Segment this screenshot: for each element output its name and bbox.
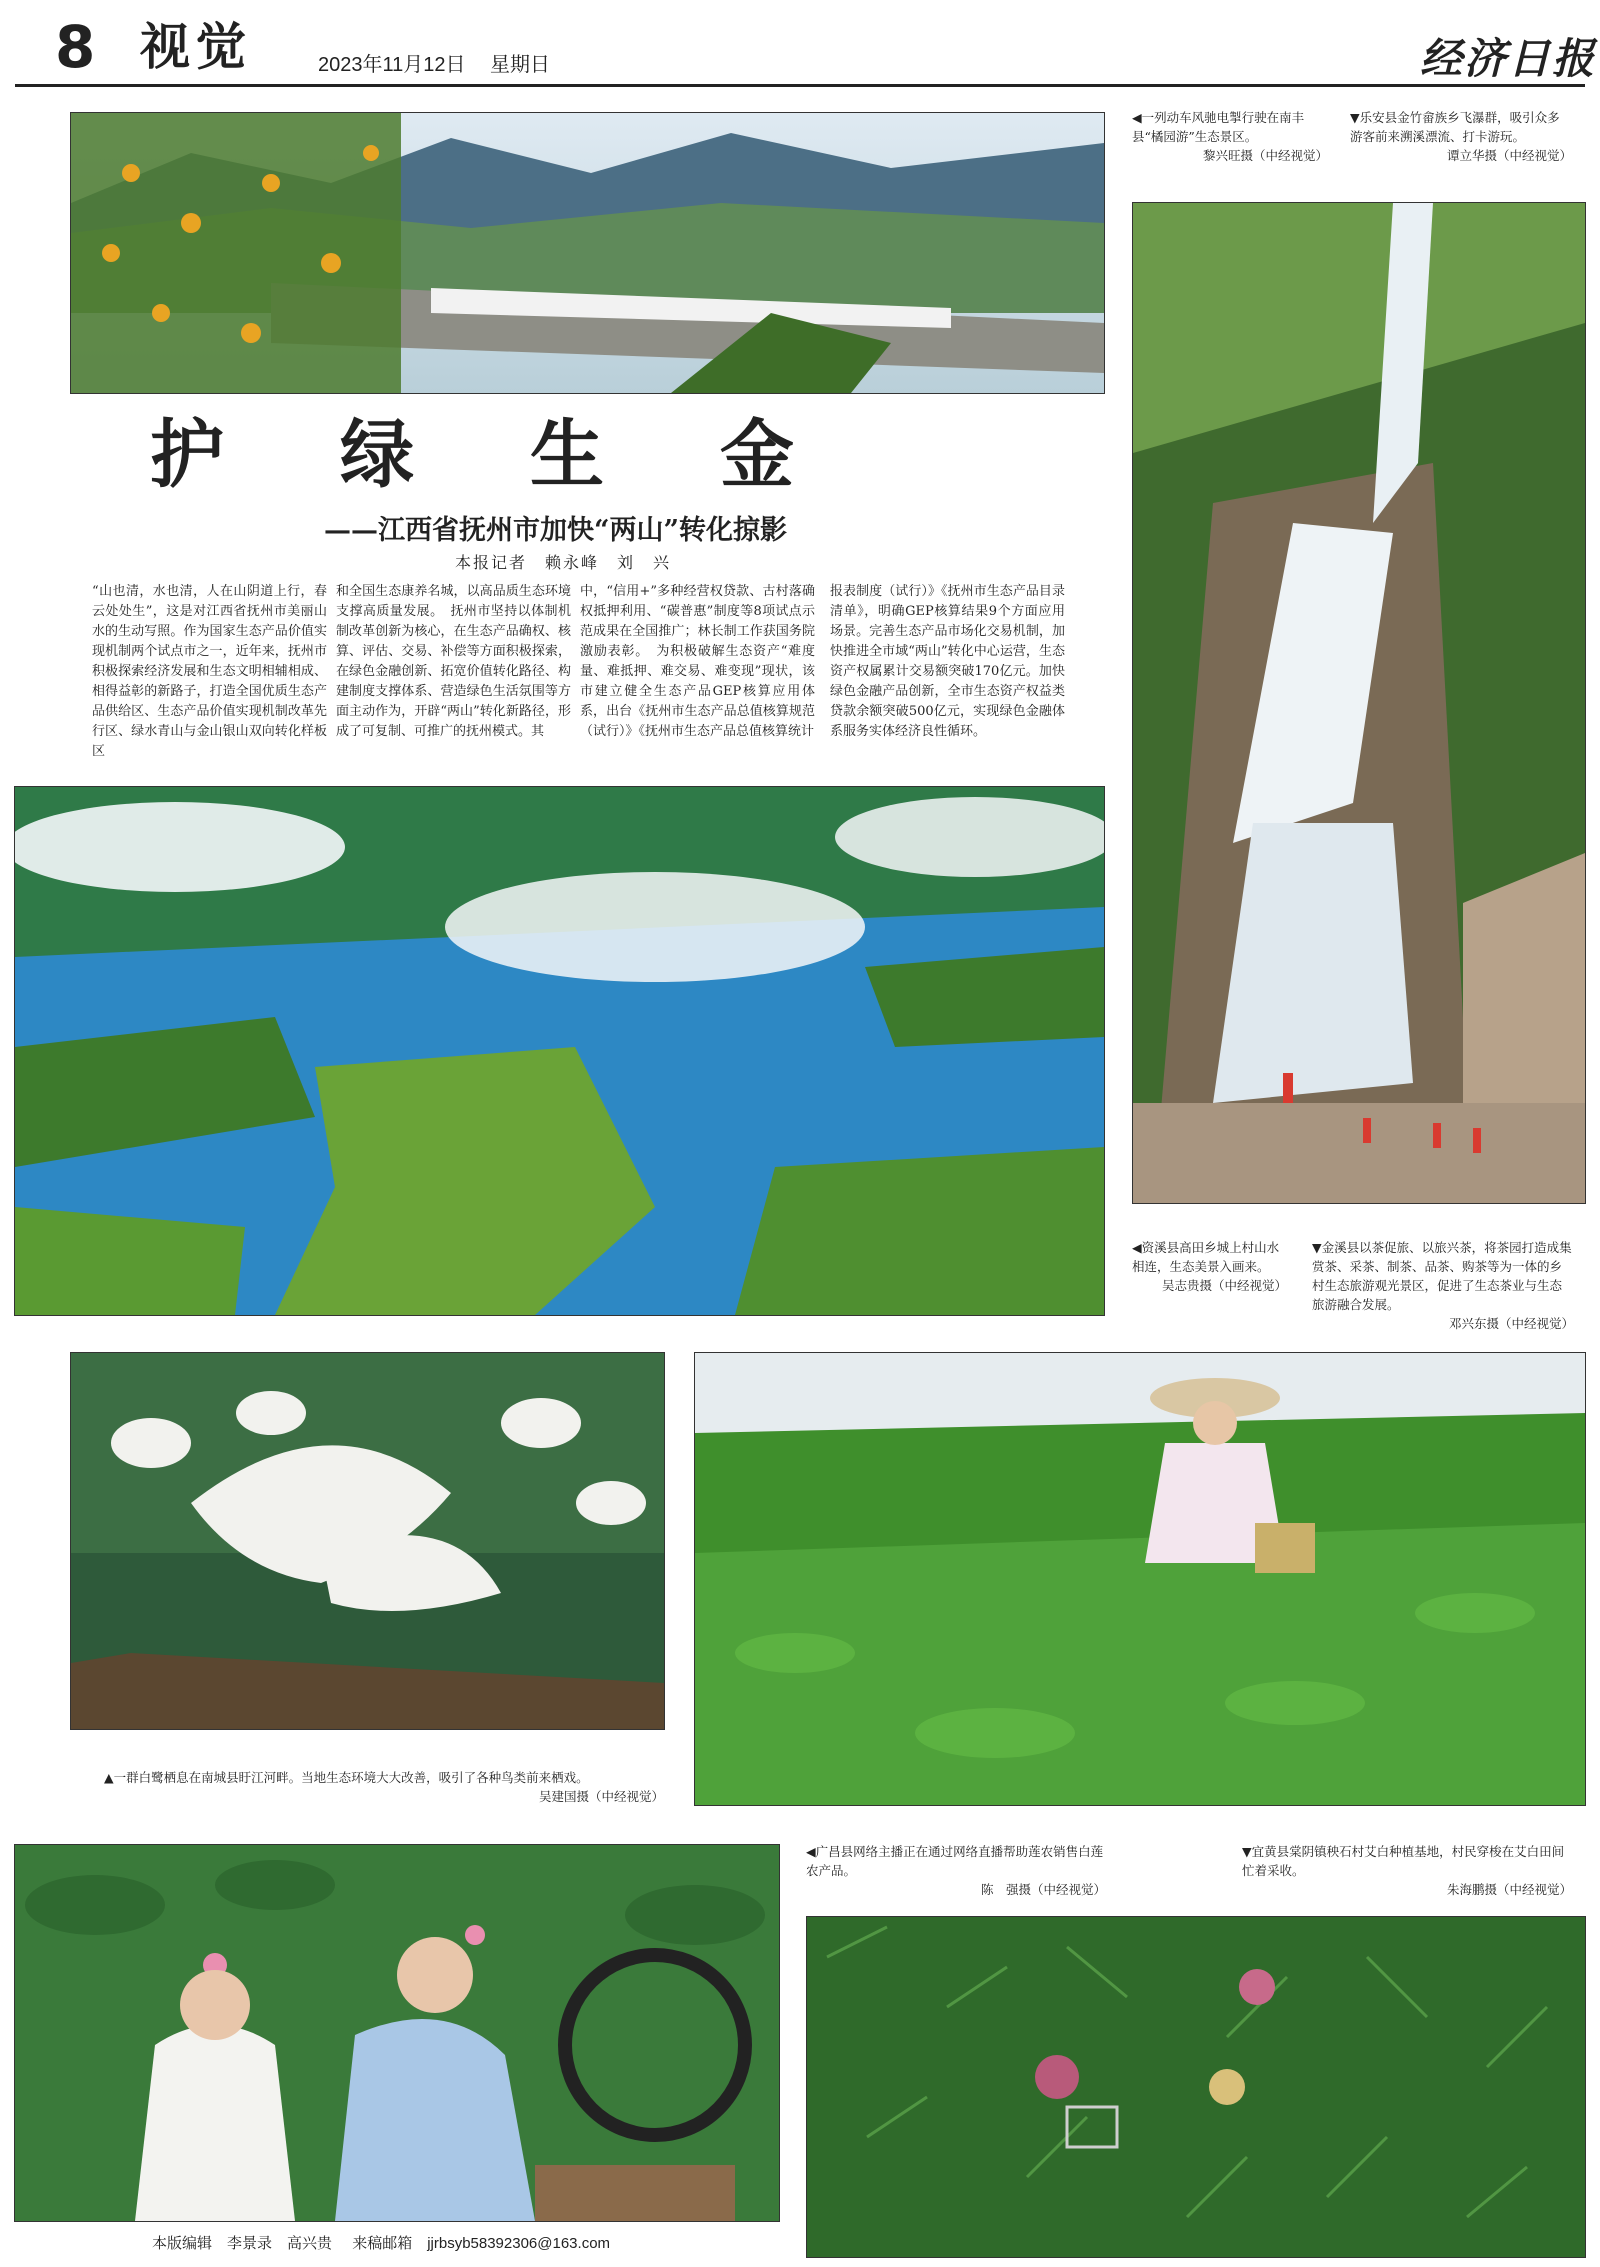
- caption-text: ◀一列动车风驰电掣行驶在南丰县“橘园游”生态景区。: [1132, 110, 1305, 144]
- caption-credit: 朱海鹏摄（中经视觉）: [1446, 1882, 1572, 1897]
- article-title: 护绿生金: [150, 412, 910, 498]
- newspaper-masthead: 经济日报: [1420, 34, 1597, 83]
- photo-tea-garden: [694, 1352, 1586, 1806]
- caption-credit: 谭立华摄（中经视觉）: [1446, 148, 1572, 163]
- caption-text: ▲一群白鹭栖息在南城县盱江河畔。当地生态环境大大改善，吸引了各种鸟类前来栖戏。: [104, 1770, 589, 1785]
- caption-text: ◀资溪县高田乡城上村山水相连，生态美景入画来。: [1132, 1240, 1280, 1274]
- article-column-3: 中，“信用+”多种经营权贷款、古村落确权抵押利用、“碳普惠”制度等8项试点示范成果在全国推广；林长制工作获国务院激励表彰。 为积极破解生态资产“难度量、难抵押、难交易、难变现”现状，该市建立健全生态产品GEP核算应用体系，出台《抚州市生态产品总值核算规范（试行）》《抚州市生态产品总值核算统计: [580, 584, 815, 739]
- article-column-4: 报表制度（试行）》《抚州市生态产品目录清单》，明确GEP核算结果9个方面应用场景。完善生态产品市场化交易机制，加快推进全市域“两山”转化中心运营，生态资产权属累计交易额突破170亿元。加快绿色金融产品创新，全市生态资产权益类贷款余额突破500亿元，实现绿色金融体系服务实体经济良性循环。: [830, 584, 1065, 739]
- photo-lake-islands: [14, 786, 1105, 1316]
- photo-train-orchard: [70, 112, 1105, 394]
- footer-editor: 本版编辑 李景录 高兴贵: [152, 2235, 333, 2252]
- caption-credit: 陈 强摄（中经视觉）: [980, 1882, 1106, 1897]
- page-footer: [152, 2232, 626, 2253]
- caption-text: ◀广昌县网络主播正在通过网络直播帮助莲农销售白莲农产品。: [806, 1844, 1104, 1878]
- section-title: 视觉: [140, 17, 252, 76]
- footer-email: 来稿邮箱 jjrbsyb58392306@163.com: [352, 2235, 611, 2252]
- caption-credit: 邓兴东摄（中经视觉）: [1448, 1316, 1574, 1331]
- photo-livestream: [14, 1844, 780, 2222]
- caption-tea: [1312, 1238, 1574, 1333]
- article-column-1: “山也清，水也清，人在山阴道上行，春云处处生”，这是对江西省抚州市美丽山水的生动写照。作为国家生态产品价值实现机制两个试点市之一，近年来，抚州市积极探索经济发展和生态文明相辅相成、相得益彰的新路子，打造全国优质生态产品供给区、生态产品价值实现机制改革先行区、绿水青山与金山银山双向转化样板区: [92, 584, 327, 759]
- caption-livestream: [806, 1842, 1106, 1899]
- caption-herbs: [1242, 1842, 1572, 1899]
- caption-credit: 吴志贵摄（中经视觉）: [1161, 1278, 1287, 1293]
- caption-waterfall: [1350, 108, 1572, 165]
- issue-weekday: 星期日: [490, 54, 550, 76]
- article-subtitle: ——江西省抚州市加快“两山”转化掠影: [324, 515, 788, 546]
- caption-credit: 吴建国摄（中经视觉）: [538, 1789, 664, 1804]
- caption-text: ▼金溪县以茶促旅、以旅兴茶，将茶园打造成集赏茶、采茶、制茶、品茶、购茶等为一体的乡村生态旅游观光景区，促进了生态茶业与生态旅游融合发展。: [1312, 1240, 1572, 1312]
- photo-egrets: [70, 1352, 665, 1730]
- caption-train: [1132, 108, 1328, 165]
- photo-herb-field: [806, 1916, 1586, 2258]
- article-byline: 本报记者 赖永峰 刘 兴: [455, 553, 672, 572]
- caption-text: ▼乐安县金竹畲族乡飞瀑群，吸引众多游客前来溯溪漂流、打卡游玩。: [1350, 110, 1560, 144]
- caption-text: ▼宜黄县棠阴镇秧石村艾白种植基地，村民穿梭在艾白田间忙着采收。: [1242, 1844, 1565, 1878]
- caption-credit: 黎兴旺摄（中经视觉）: [1202, 148, 1328, 163]
- page-number: 8: [55, 13, 96, 81]
- article-column-2: 和全国生态康养名城，以高品质生态环境支撑高质量发展。 抚州市坚持以体制机制改革创新为核心，在生态产品确权、核算、评估、交易、补偿等方面积极探索，在绿色金融创新、拓宽价值转化路径、构建制度支撑体系、营造绿色生活氛围等方面主动作为，开辟“两山”转化新路径，形成了可复制、可推广的抚州模式。其: [336, 584, 571, 739]
- issue-date: 2023年11月12日: [318, 54, 466, 76]
- photo-waterfall: [1132, 202, 1586, 1204]
- caption-egrets: [104, 1768, 664, 1806]
- header-rule: [15, 84, 1585, 87]
- caption-lake: [1132, 1238, 1287, 1295]
